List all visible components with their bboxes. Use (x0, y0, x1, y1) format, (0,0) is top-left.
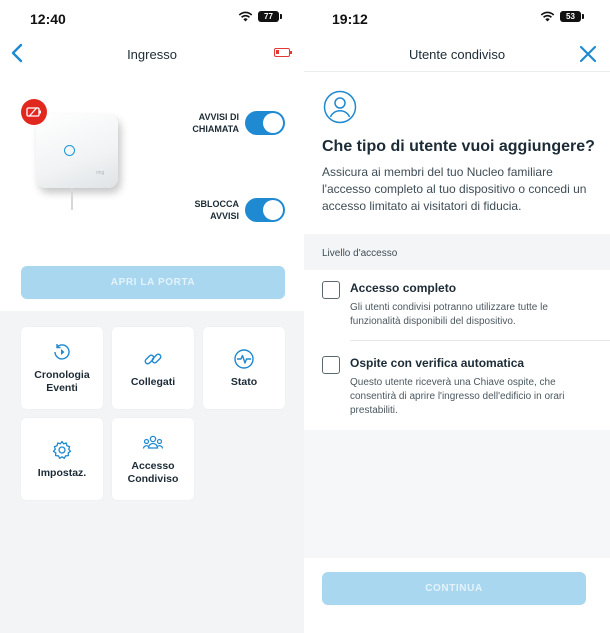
link-icon (142, 348, 164, 370)
device-screen (0, 0, 304, 633)
full-access-checkbox[interactable] (322, 281, 340, 299)
unlock-alerts-label-line1: SBLOCCA (194, 199, 239, 209)
activity-icon (233, 348, 255, 370)
status-icons (238, 11, 279, 22)
page-title: Utente condiviso (408, 47, 506, 62)
unlock-alerts-toggle[interactable] (245, 198, 285, 222)
nav-bar (304, 36, 610, 72)
question-description: Assicura ai membri del tuo Nucleo familiare l'accesso completo al tuo dispositivo o concedi un accesso limitato ai visitatori di fiducia. (322, 165, 587, 213)
option-title: Ospite con verifica automatica (350, 356, 525, 370)
tile-shared-access[interactable] (112, 418, 194, 500)
call-alerts-label-line1: AVVISI DI (198, 112, 239, 122)
option-description: Gli utenti condivisi potranno utilizzare tutte le funzionalità disponibili del dispositivo. (350, 302, 548, 327)
tile-event-history[interactable] (21, 327, 103, 409)
wifi-icon (238, 11, 253, 22)
tile-label: Cronologia Eventi (34, 369, 90, 394)
access-level-header: Livello d'accesso (304, 234, 610, 270)
close-icon[interactable] (578, 44, 598, 64)
tile-status[interactable] (203, 327, 285, 409)
guest-access-checkbox[interactable] (322, 356, 340, 374)
history-icon (51, 341, 73, 363)
unlock-alerts-label (195, 198, 240, 222)
tile-label: Impostaz. (37, 466, 87, 479)
tile-label: Collegati (130, 375, 176, 388)
user-avatar-icon (323, 90, 357, 124)
offline-alert-badge[interactable] (21, 99, 47, 125)
tile-settings[interactable] (21, 418, 103, 500)
shared-users-icon (142, 432, 164, 454)
device-header (0, 90, 304, 260)
status-bar (0, 0, 304, 36)
status-bar (304, 0, 610, 36)
open-door-button[interactable]: APRI LA PORTA (21, 266, 285, 299)
status-time: 12:40 (30, 11, 66, 27)
unlock-alerts-row (195, 198, 286, 222)
battery-indicator: 77 (258, 11, 279, 22)
battery-indicator: 53 (560, 11, 581, 22)
feature-grid (0, 311, 304, 633)
low-battery-icon[interactable] (274, 48, 290, 57)
device-led-ring (64, 145, 75, 156)
wifi-icon (540, 11, 555, 22)
call-alerts-row (192, 111, 285, 135)
tile-label: Stato (230, 375, 258, 388)
gear-icon (51, 439, 73, 461)
shared-user-screen (304, 0, 610, 633)
toggle-knob (263, 113, 283, 133)
option-title: Accesso completo (350, 281, 457, 295)
question-title: Che tipo di utente vuoi aggiungere? (322, 138, 595, 155)
call-alerts-label (192, 111, 239, 135)
toggle-knob (263, 200, 283, 220)
tile-linked[interactable] (112, 327, 194, 409)
status-icons (540, 11, 581, 22)
tile-label: Accesso Condiviso (127, 460, 179, 485)
unlock-alerts-label-line2: AVVISI (210, 211, 239, 221)
battery-crossed-icon (26, 106, 42, 118)
device-logo: ring (96, 170, 105, 176)
page-title: Ingresso (127, 47, 177, 62)
nav-bar (0, 36, 304, 72)
option-description: Questo utente riceverà una Chiave ospite, che consentirà di aprire l'ingresso dell'edificio in orari prestabiliti. (350, 377, 565, 416)
device-image (36, 114, 118, 188)
call-alerts-label-line2: CHIAMATA (192, 124, 239, 134)
continue-button[interactable]: CONTINUA (322, 572, 586, 605)
device-cable (71, 188, 73, 210)
option-divider (350, 340, 610, 341)
call-alerts-toggle[interactable] (245, 111, 285, 135)
status-time: 19:12 (332, 11, 368, 27)
